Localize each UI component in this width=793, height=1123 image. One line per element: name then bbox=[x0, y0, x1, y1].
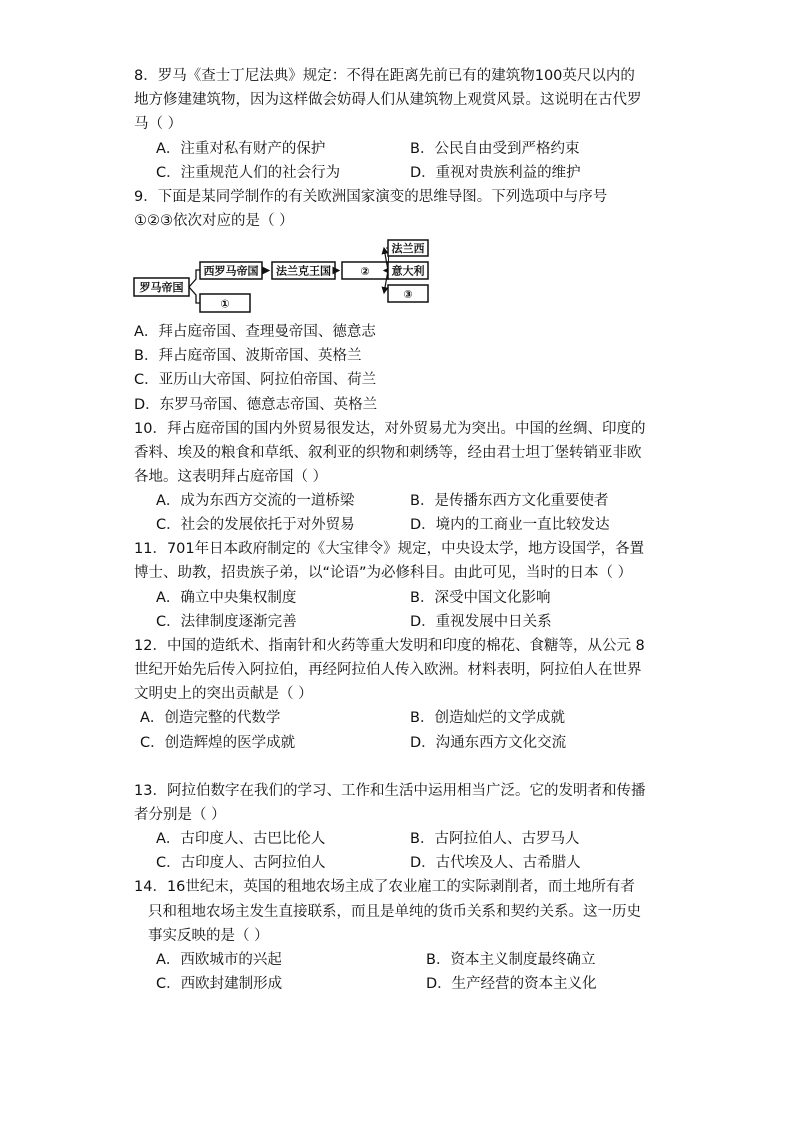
q11-option-b[interactable]: B．深受中国文化影响 bbox=[410, 590, 551, 606]
q10-line-1: 10．拜占庭帝国的国内外贸易很发达，对外贸易尤为突出。中国的丝绸、印度的 bbox=[134, 421, 646, 437]
q13-option-a[interactable]: A．古印度人、古巴比伦人 bbox=[156, 831, 326, 847]
node-roman-empire-label: 罗马帝国 bbox=[139, 281, 184, 294]
q12-line-1: 12．中国的造纸术、指南针和火药等重大发明和印度的棉花、食糖等，从公元 8 bbox=[134, 638, 645, 654]
q10-option-d[interactable]: D．境内的工商业一直比较发达 bbox=[410, 517, 610, 533]
node-blank-1-label: ① bbox=[220, 297, 230, 311]
q11-option-d[interactable]: D．重视发展中日关系 bbox=[410, 614, 552, 630]
q11-line-2: 博士、助教，招贵族子弟，以“论语”为必修科目。由此可见，当时的日本（ ） bbox=[134, 565, 633, 581]
q13-option-d[interactable]: D．古代埃及人、古希腊人 bbox=[410, 855, 581, 871]
q11-line-1: 11．701年日本政府制定的《大宝律令》规定，中央设太学，地方设国学，各置 bbox=[134, 541, 645, 557]
edge-roman-to-west bbox=[189, 270, 200, 287]
europe-evolution-diagram bbox=[130, 236, 435, 316]
node-blank-3 bbox=[388, 285, 428, 302]
node-france bbox=[388, 240, 428, 256]
q8-line-2: 地方修建建筑物，因为这样做会妨碍人们从建筑物上观赏风景。这说明在古代罗 bbox=[134, 92, 642, 108]
q12-line-3: 文明史上的突出贡献是（ ） bbox=[134, 686, 313, 702]
q13-line-1: 13．阿拉伯数字在我们的学习、工作和生活中运用相当广泛。它的发明者和传播 bbox=[134, 783, 646, 799]
q10-line-3: 各地。这表明拜占庭帝国（ ） bbox=[134, 469, 328, 485]
q12-line-2: 世纪开始先后传入阿拉伯，再经阿拉伯人传入欧洲。材料表明，阿拉伯人在世界 bbox=[134, 662, 642, 678]
node-western-roman-empire-label: 西罗马帝国 bbox=[203, 264, 259, 278]
q8-option-d[interactable]: D．重视对贵族利益的维护 bbox=[410, 165, 581, 181]
q13-line-2: 者分别是（ ） bbox=[134, 807, 226, 823]
edge-roman-to-blank1 bbox=[189, 287, 200, 303]
node-western-roman-empire bbox=[200, 262, 262, 279]
q9-option-b[interactable]: B．拜占庭帝国、波斯帝国、英格兰 bbox=[134, 348, 362, 364]
node-blank-2 bbox=[342, 262, 388, 279]
q14-option-a[interactable]: A．西欧城市的兴起 bbox=[156, 952, 282, 968]
q12-option-d[interactable]: D．沟通东西方文化交流 bbox=[410, 735, 567, 751]
q8-line-3: 马（ ） bbox=[134, 116, 183, 132]
q12-option-c[interactable]: C．创造辉煌的医学成就 bbox=[140, 735, 296, 751]
node-blank-2-label: ② bbox=[360, 265, 370, 278]
q14-line-2: 只和租地农场主发生直接联系，而且是单纯的货币关系和契约关系。这一历史 bbox=[148, 904, 641, 920]
q10-option-a[interactable]: A．成为东西方交流的一道桥梁 bbox=[156, 493, 355, 509]
q10-line-2: 香料、埃及的粮食和草纸、叙利亚的织物和刺绣等，经由君士坦丁堡转销亚非欧 bbox=[134, 445, 642, 461]
node-roman-empire bbox=[134, 278, 189, 296]
q14-option-c[interactable]: C．西欧封建制形成 bbox=[156, 976, 283, 992]
q8-option-a[interactable]: A．注重对私有财产的保护 bbox=[156, 141, 326, 157]
q11-option-a[interactable]: A．确立中央集权制度 bbox=[156, 590, 297, 606]
node-italy bbox=[388, 262, 428, 279]
q13-option-b[interactable]: B．古阿拉伯人、古罗马人 bbox=[410, 831, 580, 847]
q13-option-c[interactable]: C．古印度人、古阿拉伯人 bbox=[156, 855, 326, 871]
q10-option-b[interactable]: B．是传播东西方文化重要使者 bbox=[410, 493, 609, 509]
q8-option-c[interactable]: C．注重规范人们的社会行为 bbox=[156, 165, 341, 181]
q9-line-1: 9．下面是某同学制作的有关欧洲国家演变的思维导图。下列选项中与序号 bbox=[134, 189, 608, 205]
q9-option-c[interactable]: C．亚历山大帝国、阿拉伯帝国、荷兰 bbox=[134, 372, 377, 388]
q8-option-b[interactable]: B．公民自由受到严格约束 bbox=[410, 141, 580, 157]
q9-option-a[interactable]: A．拜占庭帝国、查理曼帝国、德意志 bbox=[134, 324, 376, 340]
q14-line-1: 14．16世纪末，英国的租地农场主成了农业雇工的实际剥削者，而土地所有者 bbox=[134, 879, 635, 895]
node-italy-label: 意大利 bbox=[391, 264, 425, 278]
node-blank-1 bbox=[200, 294, 250, 312]
q9-line-2: ①②③依次对应的是（ ） bbox=[134, 213, 294, 229]
q12-option-b[interactable]: B．创造灿烂的文学成就 bbox=[410, 710, 565, 726]
q9-option-d[interactable]: D．东罗马帝国、德意志帝国、英格兰 bbox=[134, 397, 378, 413]
node-france-label: 法兰西 bbox=[391, 242, 425, 255]
node-frankish-kingdom-label: 法兰克王国 bbox=[276, 264, 331, 278]
q14-option-d[interactable]: D．生产经营的资本主义化 bbox=[426, 976, 597, 992]
q11-option-c[interactable]: C．法律制度逐渐完善 bbox=[156, 614, 297, 630]
node-blank-3-label: ③ bbox=[403, 288, 413, 301]
node-frankish-kingdom bbox=[272, 262, 335, 279]
q10-option-c[interactable]: C．社会的发展依托于对外贸易 bbox=[156, 517, 355, 533]
q8-line-1: 8．罗马《查士丁尼法典》规定：不得在距离先前已有的建筑物100英尺以内的 bbox=[134, 68, 635, 84]
q14-line-3: 事实反映的是（ ） bbox=[148, 928, 269, 944]
q14-option-b[interactable]: B．资本主义制度最终确立 bbox=[426, 952, 596, 968]
q12-option-a[interactable]: A．创造完整的代数学 bbox=[140, 710, 281, 726]
